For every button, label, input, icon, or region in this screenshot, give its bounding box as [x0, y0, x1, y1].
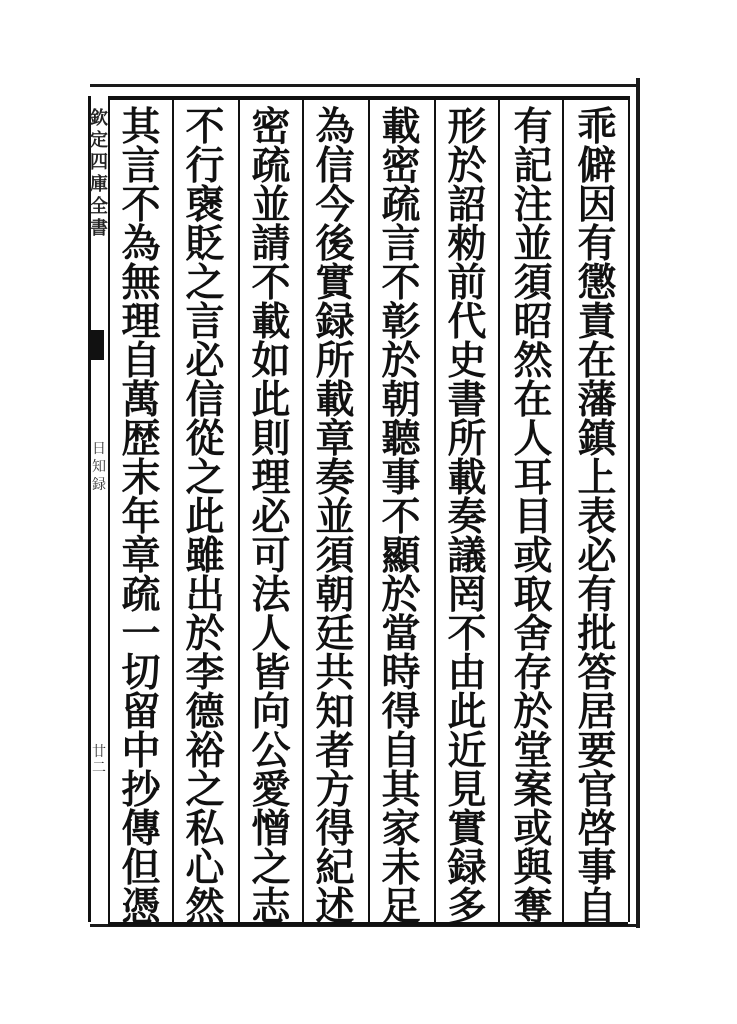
character-glyph: 注 — [513, 182, 553, 228]
character-glyph: 自 — [577, 884, 617, 930]
character-glyph: 當 — [381, 611, 421, 657]
character-glyph: 之 — [251, 845, 291, 891]
page-edge-right — [636, 78, 640, 928]
character-glyph: 貶 — [185, 221, 225, 267]
column-rule — [562, 96, 564, 922]
character-glyph: 不 — [381, 260, 421, 306]
character-glyph: 載 — [251, 299, 291, 345]
banxin-glyph: 知 — [92, 459, 106, 475]
character-glyph: 代 — [447, 299, 487, 345]
character-glyph: 年 — [121, 494, 161, 540]
character-glyph: 出 — [185, 572, 225, 618]
character-glyph: 所 — [447, 416, 487, 462]
character-glyph: 疏 — [121, 572, 161, 618]
character-glyph: 奏 — [315, 455, 355, 501]
character-glyph: 人 — [251, 611, 291, 657]
text-column-2 — [506, 104, 560, 930]
character-glyph: 居 — [577, 689, 617, 735]
column-rule — [238, 96, 240, 922]
banxin-glyph: 二 — [92, 760, 106, 776]
banxin-title — [88, 108, 110, 240]
character-glyph: 時 — [381, 650, 421, 696]
character-glyph: 此 — [251, 377, 291, 423]
character-glyph: 存 — [513, 650, 553, 696]
character-glyph: 中 — [121, 728, 161, 774]
character-glyph: 信 — [315, 143, 355, 189]
banxin-glyph: 日 — [92, 441, 106, 457]
character-glyph: 留 — [121, 689, 161, 735]
character-glyph: 有 — [513, 104, 553, 150]
character-glyph: 疏 — [251, 143, 291, 189]
character-glyph: 裕 — [185, 728, 225, 774]
character-glyph: 取 — [513, 572, 553, 618]
character-glyph: 必 — [577, 533, 617, 579]
character-glyph: 録 — [315, 299, 355, 345]
character-glyph: 多 — [447, 884, 487, 930]
column-rule — [628, 96, 630, 922]
character-glyph: 有 — [577, 221, 617, 267]
character-glyph: 勑 — [447, 221, 487, 267]
character-glyph: 有 — [577, 572, 617, 618]
character-glyph: 事 — [381, 455, 421, 501]
character-glyph: 萬 — [121, 377, 161, 423]
character-glyph: 詔 — [447, 182, 487, 228]
character-glyph: 舍 — [513, 611, 553, 657]
character-glyph: 奏 — [447, 494, 487, 540]
banxin-glyph: 四 — [90, 152, 108, 173]
character-glyph: 鎮 — [577, 416, 617, 462]
character-glyph: 廷 — [315, 611, 355, 657]
banxin-glyph: 廿 — [92, 744, 106, 760]
character-glyph: 雖 — [185, 533, 225, 579]
character-glyph: 疏 — [381, 182, 421, 228]
character-glyph: 昭 — [513, 299, 553, 345]
character-glyph: 憎 — [251, 806, 291, 852]
character-glyph: 近 — [447, 728, 487, 774]
character-glyph: 乖 — [577, 104, 617, 150]
character-glyph: 議 — [447, 533, 487, 579]
character-glyph: 信 — [185, 377, 225, 423]
character-glyph: 罔 — [447, 572, 487, 618]
character-glyph: 言 — [381, 221, 421, 267]
character-glyph: 在 — [577, 338, 617, 384]
character-glyph: 知 — [315, 689, 355, 735]
character-glyph: 並 — [315, 494, 355, 540]
character-glyph: 不 — [185, 104, 225, 150]
character-glyph: 此 — [447, 689, 487, 735]
character-glyph: 因 — [577, 182, 617, 228]
character-glyph: 公 — [251, 728, 291, 774]
character-glyph: 家 — [381, 806, 421, 852]
character-glyph: 述 — [315, 884, 355, 930]
character-glyph: 並 — [251, 182, 291, 228]
character-glyph: 前 — [447, 260, 487, 306]
character-glyph: 傳 — [121, 806, 161, 852]
character-glyph: 於 — [381, 338, 421, 384]
column-rule — [172, 96, 174, 922]
banxin-glyph: 欽 — [90, 108, 108, 129]
text-column-5 — [308, 104, 362, 930]
character-glyph: 須 — [513, 260, 553, 306]
character-glyph: 不 — [381, 494, 421, 540]
character-glyph: 顯 — [381, 533, 421, 579]
character-glyph: 為 — [121, 221, 161, 267]
character-glyph: 不 — [121, 182, 161, 228]
page-edge-top — [90, 84, 638, 87]
character-glyph: 其 — [381, 767, 421, 813]
character-glyph: 憑 — [121, 884, 161, 930]
character-glyph: 於 — [381, 572, 421, 618]
character-glyph: 今 — [315, 182, 355, 228]
character-glyph: 於 — [513, 689, 553, 735]
character-glyph: 襃 — [185, 182, 225, 228]
banxin-glyph: 全 — [90, 196, 108, 217]
character-glyph: 記 — [513, 143, 553, 189]
character-glyph: 奪 — [513, 884, 553, 930]
character-glyph: 批 — [577, 611, 617, 657]
banxin-page-number — [88, 744, 110, 776]
character-glyph: 或 — [513, 806, 553, 852]
character-glyph: 愛 — [251, 767, 291, 813]
banxin-book-title — [88, 440, 110, 494]
character-glyph: 切 — [121, 650, 161, 696]
character-glyph: 或 — [513, 533, 553, 579]
text-column-6 — [244, 104, 298, 930]
column-rule — [368, 96, 370, 922]
banxin-glyph: 庫 — [90, 174, 108, 195]
character-glyph: 見 — [447, 767, 487, 813]
character-glyph: 一 — [121, 611, 161, 657]
character-glyph: 請 — [251, 221, 291, 267]
character-glyph: 密 — [251, 104, 291, 150]
banxin-glyph: 書 — [90, 218, 108, 239]
character-glyph: 未 — [381, 845, 421, 891]
character-glyph: 於 — [185, 611, 225, 657]
text-column-4 — [374, 104, 428, 930]
character-glyph: 然 — [513, 338, 553, 384]
character-glyph: 事 — [577, 845, 617, 891]
character-glyph: 但 — [121, 845, 161, 891]
character-glyph: 密 — [381, 143, 421, 189]
character-glyph: 無 — [121, 260, 161, 306]
character-glyph: 理 — [121, 299, 161, 345]
banxin-glyph: 録 — [92, 477, 106, 493]
character-glyph: 法 — [251, 572, 291, 618]
character-glyph: 然 — [185, 884, 225, 930]
character-glyph: 形 — [447, 104, 487, 150]
character-glyph: 所 — [315, 338, 355, 384]
character-glyph: 須 — [315, 533, 355, 579]
character-glyph: 藩 — [577, 377, 617, 423]
character-glyph: 其 — [121, 104, 161, 150]
character-glyph: 必 — [185, 338, 225, 384]
character-glyph: 耳 — [513, 455, 553, 501]
character-glyph: 載 — [381, 104, 421, 150]
character-glyph: 官 — [577, 767, 617, 813]
character-glyph: 朝 — [315, 572, 355, 618]
character-glyph: 抄 — [121, 767, 161, 813]
character-glyph: 案 — [513, 767, 553, 813]
banxin-glyph: 定 — [90, 130, 108, 151]
character-glyph: 章 — [315, 416, 355, 462]
character-glyph: 方 — [315, 767, 355, 813]
character-glyph: 言 — [185, 299, 225, 345]
character-glyph: 志 — [251, 884, 291, 930]
character-glyph: 為 — [315, 104, 355, 150]
character-glyph: 懲 — [577, 260, 617, 306]
character-glyph: 從 — [185, 416, 225, 462]
character-glyph: 後 — [315, 221, 355, 267]
column-rule — [434, 96, 436, 922]
character-glyph: 言 — [121, 143, 161, 189]
character-glyph: 私 — [185, 806, 225, 852]
character-glyph: 在 — [513, 377, 553, 423]
character-glyph: 實 — [447, 806, 487, 852]
text-column-8 — [114, 104, 168, 930]
character-glyph: 由 — [447, 650, 487, 696]
character-glyph: 心 — [185, 845, 225, 891]
column-rule — [108, 96, 110, 922]
character-glyph: 與 — [513, 845, 553, 891]
character-glyph: 載 — [447, 455, 487, 501]
character-glyph: 皆 — [251, 650, 291, 696]
character-glyph: 必 — [251, 494, 291, 540]
character-glyph: 末 — [121, 455, 161, 501]
character-glyph: 者 — [315, 728, 355, 774]
character-glyph: 歴 — [121, 416, 161, 462]
character-glyph: 於 — [447, 143, 487, 189]
character-glyph: 得 — [381, 689, 421, 735]
character-glyph: 則 — [251, 416, 291, 462]
character-glyph: 實 — [315, 260, 355, 306]
character-glyph: 自 — [381, 728, 421, 774]
character-glyph: 理 — [251, 455, 291, 501]
character-glyph: 之 — [185, 767, 225, 813]
character-glyph: 録 — [447, 845, 487, 891]
character-glyph: 得 — [315, 806, 355, 852]
character-glyph: 不 — [447, 611, 487, 657]
character-glyph: 李 — [185, 650, 225, 696]
character-glyph: 彰 — [381, 299, 421, 345]
fishtail-mark — [90, 330, 104, 360]
text-column-3 — [440, 104, 494, 930]
character-glyph: 上 — [577, 455, 617, 501]
character-glyph: 不 — [251, 260, 291, 306]
character-glyph: 人 — [513, 416, 553, 462]
character-glyph: 共 — [315, 650, 355, 696]
character-glyph: 目 — [513, 494, 553, 540]
character-glyph: 自 — [121, 338, 161, 384]
character-glyph: 答 — [577, 650, 617, 696]
character-glyph: 足 — [381, 884, 421, 930]
character-glyph: 僻 — [577, 143, 617, 189]
character-glyph: 史 — [447, 338, 487, 384]
character-glyph: 並 — [513, 221, 553, 267]
character-glyph: 載 — [315, 377, 355, 423]
character-glyph: 之 — [185, 455, 225, 501]
character-glyph: 章 — [121, 533, 161, 579]
character-glyph: 書 — [447, 377, 487, 423]
column-rule — [498, 96, 500, 922]
text-column-1 — [570, 104, 624, 930]
column-rule — [302, 96, 304, 922]
character-glyph: 要 — [577, 728, 617, 774]
character-glyph: 啓 — [577, 806, 617, 852]
character-glyph: 紀 — [315, 845, 355, 891]
character-glyph: 堂 — [513, 728, 553, 774]
character-glyph: 此 — [185, 494, 225, 540]
character-glyph: 德 — [185, 689, 225, 735]
character-glyph: 如 — [251, 338, 291, 384]
character-glyph: 行 — [185, 143, 225, 189]
character-glyph: 可 — [251, 533, 291, 579]
character-glyph: 責 — [577, 299, 617, 345]
character-glyph: 之 — [185, 260, 225, 306]
character-glyph: 朝 — [381, 377, 421, 423]
character-glyph: 表 — [577, 494, 617, 540]
character-glyph: 聽 — [381, 416, 421, 462]
text-column-7 — [178, 104, 232, 930]
character-glyph: 向 — [251, 689, 291, 735]
